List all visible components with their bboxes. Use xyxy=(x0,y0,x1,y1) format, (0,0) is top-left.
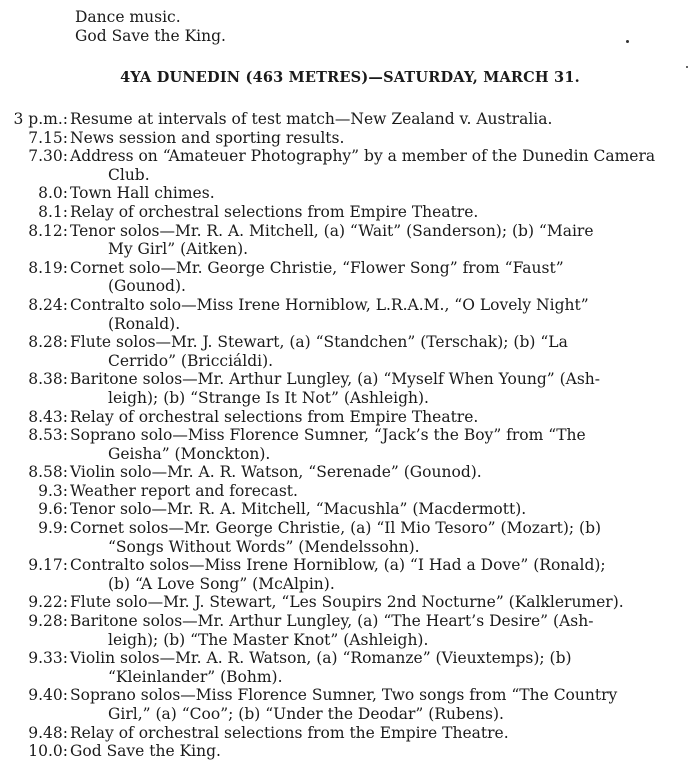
entry-description xyxy=(70,222,690,259)
entry-time: 8.1: xyxy=(38,202,68,221)
entry-line: Relay of orchestral selections from Empire Theatre. xyxy=(70,202,479,221)
entry-description xyxy=(70,686,690,723)
entry-time: 7.15: xyxy=(28,128,68,147)
entry-continuation-line: (Gounod). xyxy=(108,277,186,296)
schedule-entry xyxy=(0,686,700,723)
entry-line: Cornet solo—Mr. George Christie, “Flower Song” from “Faust” xyxy=(70,258,564,277)
schedule-entry xyxy=(0,500,700,519)
entry-line: Violin solos—Mr. A. R. Watson, (a) “Romanze” (Vieuxtemps); (b) xyxy=(70,649,572,668)
schedule-entry xyxy=(0,370,700,407)
entry-description xyxy=(70,203,690,222)
entry-continuation-line: Girl,” (a) “Coo”; (b) “Under the Deodar” (Rubens). xyxy=(108,705,504,723)
entry-line: News session and sporting results. xyxy=(70,128,345,147)
entry-continuation-line: My Girl” (Aitken). xyxy=(108,240,249,259)
print-speck xyxy=(626,40,629,43)
entry-line: Baritone solos—Mr. Arthur Lungley, (a) “The Heart’s Desire” (Ash- xyxy=(70,612,594,631)
entry-continuation-line: Cerrido” (Bricciáldi). xyxy=(108,351,274,370)
schedule-entry xyxy=(0,519,700,556)
entry-line: Flute solo—Mr. J. Stewart, “Les Soupirs 2nd Nocturne” (Kalklerumer). xyxy=(70,593,624,612)
entry-time: 9.28: xyxy=(28,612,68,631)
entry-continuation-line: Geisha” (Monckton). xyxy=(108,444,271,463)
intro-block xyxy=(75,8,226,46)
schedule-entry xyxy=(0,408,700,427)
entry-continuation-line: Club. xyxy=(108,165,150,184)
entry-description xyxy=(70,463,690,482)
schedule-entry xyxy=(0,556,700,593)
entry-description xyxy=(70,482,690,501)
entry-description xyxy=(70,184,690,203)
entry-description xyxy=(70,649,690,686)
entry-description xyxy=(70,612,690,649)
entry-description xyxy=(70,593,690,612)
entry-line: Address on “Amateuer Photography” by a member of the Dunedin Camera xyxy=(70,147,656,166)
entry-continuation-line: “Songs Without Words” (Mendelssohn). xyxy=(108,537,420,556)
schedule-entry xyxy=(0,612,700,649)
entry-description xyxy=(70,426,690,463)
entry-line: Baritone solos—Mr. Arthur Lungley, (a) “Myself When Young” (Ash- xyxy=(70,370,601,389)
entry-line: Weather report and forecast. xyxy=(70,481,298,500)
entry-line: Resume at intervals of test match—New Zealand v. Australia. xyxy=(70,110,553,128)
entry-time: 8.0: xyxy=(38,184,68,203)
entry-description xyxy=(70,742,690,761)
entry-description xyxy=(70,110,690,129)
entry-time: 8.12: xyxy=(28,221,68,240)
entry-description xyxy=(70,556,690,593)
entry-description xyxy=(70,408,690,427)
entry-time: 8.53: xyxy=(28,426,68,445)
entry-continuation-line: leigh); (b) “Strange Is It Not” (Ashleigh). xyxy=(108,388,429,407)
schedule-entry xyxy=(0,184,700,203)
print-speck xyxy=(686,66,688,68)
entry-description xyxy=(70,500,690,519)
entry-time: 9.33: xyxy=(28,649,68,668)
schedule-entry xyxy=(0,593,700,612)
schedule-entry xyxy=(0,222,700,259)
entry-continuation-line: “Kleinlander” (Bohm). xyxy=(108,667,283,686)
entry-time: 9.48: xyxy=(28,723,68,742)
entry-description xyxy=(70,147,690,184)
entry-line: Tenor solo—Mr. R. A. Mitchell, “Macushla” (Macdermott). xyxy=(70,500,527,519)
entry-time: 9.17: xyxy=(28,556,68,575)
entry-description xyxy=(70,296,690,333)
entry-description xyxy=(70,519,690,556)
entry-time: 10.0: xyxy=(28,742,68,761)
schedule-entry xyxy=(0,649,700,686)
schedule-entry xyxy=(0,482,700,501)
entry-description xyxy=(70,333,690,370)
schedule-entry xyxy=(0,203,700,222)
entry-time: 9.22: xyxy=(28,593,68,612)
schedule-entry xyxy=(0,296,700,333)
entry-continuation-line: leigh); (b) “The Master Knot” (Ashleigh). xyxy=(108,630,429,649)
entry-time: 8.38: xyxy=(28,370,68,389)
entry-line: Soprano solo—Miss Florence Sumner, “Jack’s the Boy” from “The xyxy=(70,426,586,445)
entry-time: 9.9: xyxy=(38,519,68,538)
entry-time: 8.24: xyxy=(28,295,68,314)
schedule-entry xyxy=(0,129,700,148)
entry-time: 7.30: xyxy=(28,147,68,166)
entry-line: Violin solo—Mr. A. R. Watson, “Serenade” (Gounod). xyxy=(70,463,482,482)
entry-time: 9.3: xyxy=(38,481,68,500)
schedule-entry xyxy=(0,463,700,482)
intro-line: God Save the King. xyxy=(75,27,226,45)
schedule-entry xyxy=(0,333,700,370)
entry-time: 3 p.m.: xyxy=(13,110,68,128)
entry-time: 8.19: xyxy=(28,258,68,277)
entry-line: Soprano solos—Miss Florence Sumner, Two songs from “The Country xyxy=(70,686,618,705)
entry-continuation-line: (Ronald). xyxy=(108,314,181,333)
entry-line: Contralto solo—Miss Irene Horniblow, L.R.A.M., “O Lovely Night” xyxy=(70,295,589,314)
entry-line: Tenor solos—Mr. R. A. Mitchell, (a) “Wait” (Sanderson); (b) “Maire xyxy=(70,221,594,240)
entry-time: 9.6: xyxy=(38,500,68,519)
station-heading: 4YA DUNEDIN (463 METRES)—SATURDAY, MARCH 31. xyxy=(120,69,580,86)
entry-description xyxy=(70,259,690,296)
entry-description xyxy=(70,129,690,148)
schedule-entry xyxy=(0,259,700,296)
entry-description xyxy=(70,370,690,407)
entry-time: 8.43: xyxy=(28,407,68,426)
schedule-entry xyxy=(0,742,700,761)
entry-line: Town Hall chimes. xyxy=(70,184,215,203)
schedule-entry xyxy=(0,724,700,743)
entry-line: Flute solos—Mr. J. Stewart, (a) “Standchen” (Terschak); (b) “La xyxy=(70,333,568,352)
schedule-entry xyxy=(0,426,700,463)
entry-line: Cornet solos—Mr. George Christie, (a) “Il Mio Tesoro” (Mozart); (b) xyxy=(70,519,602,538)
entry-line: Relay of orchestral selections from the Empire Theatre. xyxy=(70,723,509,742)
schedule-entry xyxy=(0,110,700,129)
entry-description xyxy=(70,724,690,743)
entry-line: Relay of orchestral selections from Empire Theatre. xyxy=(70,407,479,426)
entry-time: 8.28: xyxy=(28,333,68,352)
schedule-entry xyxy=(0,147,700,184)
entry-time: 9.40: xyxy=(28,686,68,705)
programme-schedule xyxy=(0,110,700,761)
entry-line: Contralto solos—Miss Irene Horniblow, (a) “I Had a Dove” (Ronald); xyxy=(70,556,606,575)
intro-line: Dance music. xyxy=(75,8,181,26)
entry-time: 8.58: xyxy=(28,463,68,482)
entry-line: God Save the King. xyxy=(70,742,221,761)
entry-continuation-line: (b) “A Love Song” (McAlpin). xyxy=(108,574,335,593)
